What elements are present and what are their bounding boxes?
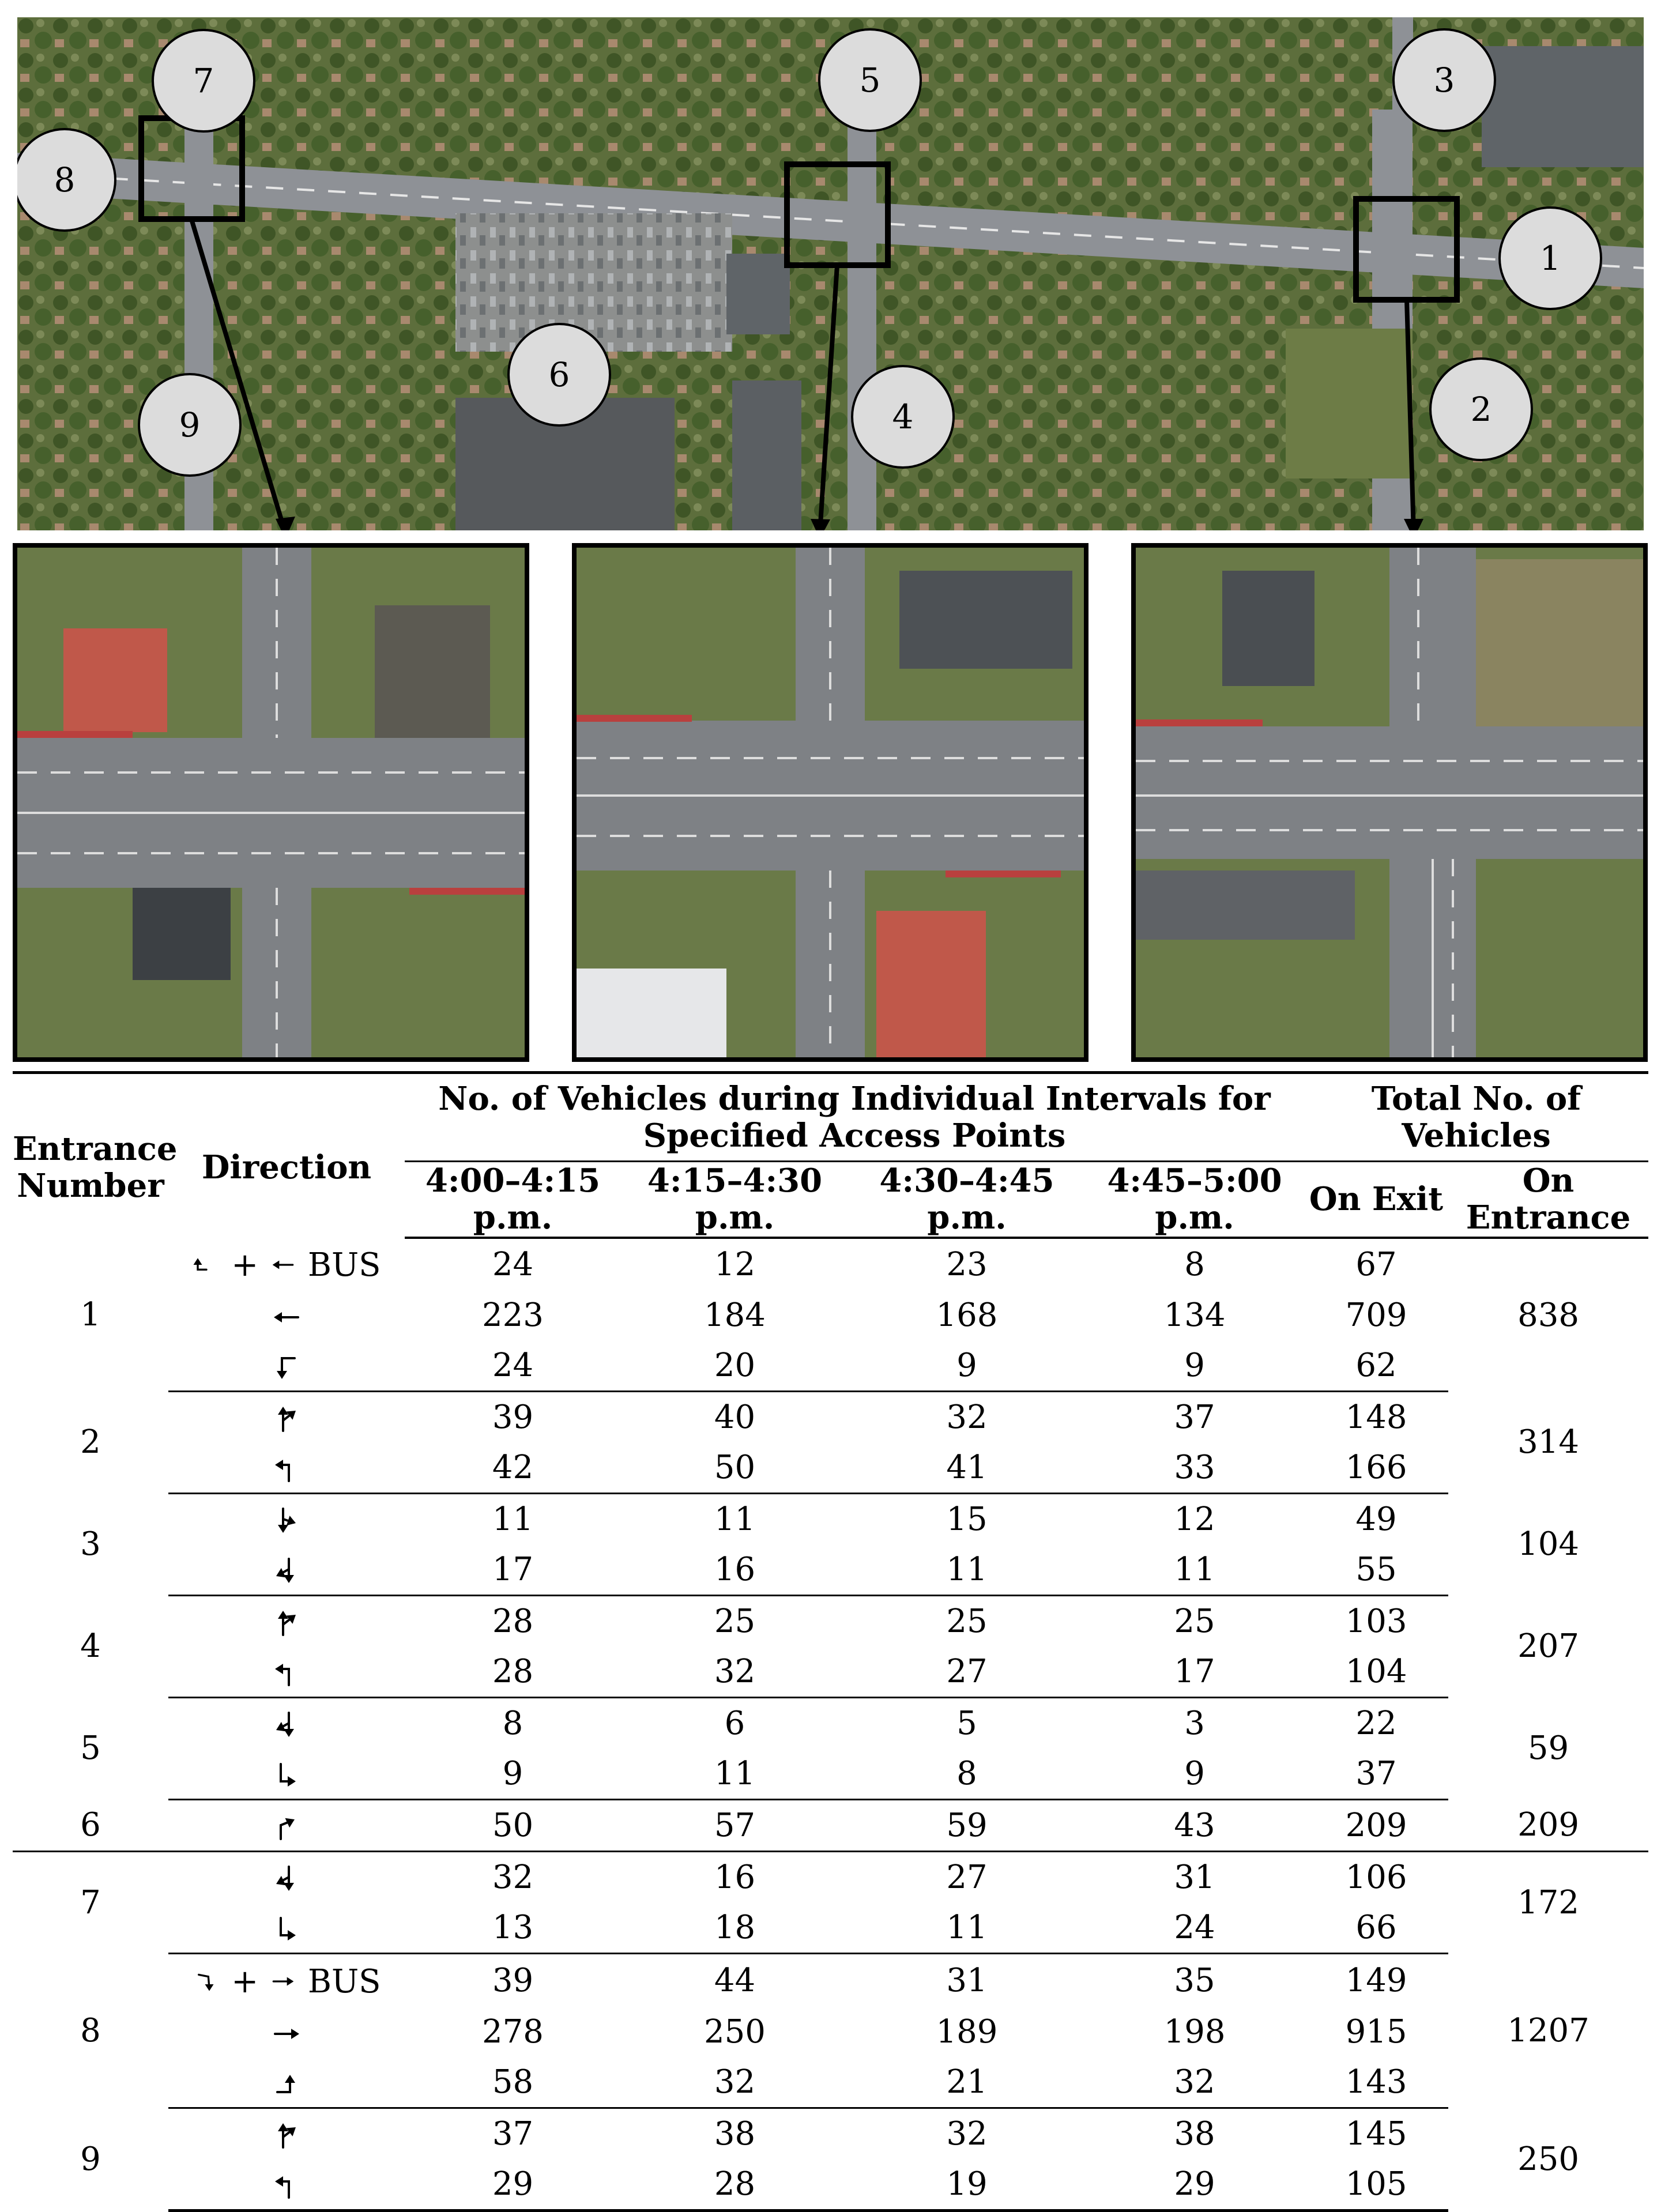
interval-4-count: 17 xyxy=(1085,1646,1304,1698)
on-exit-total: 66 xyxy=(1304,1902,1448,1954)
interval-2-count: 12 xyxy=(714,1245,756,1283)
on-exit-total: 55 xyxy=(1304,1544,1448,1596)
header-intervals-group: No. of Vehicles during Individual Intervals for Specified Access Points xyxy=(405,1073,1304,1162)
direction xyxy=(168,1851,405,1902)
direction xyxy=(168,1595,405,1646)
interval-3-count: 25 xyxy=(946,1602,988,1640)
table-row xyxy=(13,1851,1648,1902)
direction xyxy=(168,2159,405,2211)
direction xyxy=(168,1493,405,1544)
svg-text:8: 8 xyxy=(54,160,76,199)
header-interval-1: 4:00–4:15 p.m. xyxy=(405,1162,621,1238)
on-entrance-total: 314 xyxy=(1517,1423,1579,1461)
interval-1-count: 223 xyxy=(482,1296,544,1334)
table-row xyxy=(13,1544,1648,1596)
direction xyxy=(168,1544,405,1596)
up-right-arrow-icon xyxy=(269,1402,304,1437)
interval-3-count: 23 xyxy=(946,1245,988,1283)
interval-1-count: 13 xyxy=(405,1902,621,1954)
interval-4-count: 8 xyxy=(1184,1245,1205,1283)
interval-2-count: 184 xyxy=(704,1296,766,1334)
svg-text:6: 6 xyxy=(548,355,570,394)
interval-3-count: 8 xyxy=(849,1749,1085,1800)
traffic-volume-table xyxy=(13,1071,1648,2212)
direction: + BUS xyxy=(168,1238,405,1290)
interval-3-count: 27 xyxy=(946,1858,988,1896)
interval-4-count: 9 xyxy=(1085,1749,1304,1800)
interval-4-count: 11 xyxy=(1085,1544,1304,1596)
svg-text:5: 5 xyxy=(859,61,881,100)
interval-1-count: 28 xyxy=(492,1602,534,1640)
inset-intersection-east xyxy=(1131,543,1648,1062)
on-entrance-total: 209 xyxy=(1448,1799,1648,1851)
interval-4-count: 43 xyxy=(1085,1799,1304,1851)
svg-text:4: 4 xyxy=(892,397,914,436)
interval-4-count: 37 xyxy=(1174,1398,1215,1436)
direction xyxy=(168,1646,405,1698)
interval-1-count: 9 xyxy=(405,1749,621,1800)
on-entrance-total: 104 xyxy=(1517,1525,1579,1563)
interval-4-count: 33 xyxy=(1085,1442,1304,1494)
on-entrance-total: 207 xyxy=(1517,1627,1579,1665)
direction xyxy=(168,1442,405,1494)
direction xyxy=(168,1290,405,1340)
interval-2-count: 16 xyxy=(714,1858,756,1896)
on-exit-total: 103 xyxy=(1345,1602,1407,1640)
up-right-arrow-icon xyxy=(269,2119,304,2153)
on-exit-total: 148 xyxy=(1345,1398,1407,1436)
down-left-arrow-icon xyxy=(269,1862,304,1897)
left-west-arrow-icon xyxy=(192,1248,221,1282)
interval-4-count: 25 xyxy=(1174,1602,1215,1640)
interval-4-count: 24 xyxy=(1085,1902,1304,1954)
header-interval-3: 4:30–4:45 p.m. xyxy=(849,1162,1085,1238)
header-totals-group: Total No. of Vehicles xyxy=(1304,1073,1648,1162)
header-on-exit: On Exit xyxy=(1304,1162,1448,1238)
interval-1-count: 37 xyxy=(492,2115,534,2153)
entrance-number: 9 xyxy=(80,2140,101,2178)
interval-1-count: 8 xyxy=(502,1704,523,1742)
west-arrow-icon xyxy=(269,1248,297,1282)
entrance-number: 3 xyxy=(80,1525,101,1563)
aerial-map xyxy=(17,17,1644,530)
bus-label: BUS xyxy=(307,1962,381,2000)
interval-2-count: 250 xyxy=(704,2013,766,2051)
on-exit-total: 149 xyxy=(1345,1961,1407,1999)
on-exit-total: 49 xyxy=(1355,1500,1397,1538)
interval-2-count: 40 xyxy=(714,1398,756,1436)
table-row xyxy=(13,1697,1648,1749)
marker-9 xyxy=(139,374,240,476)
interval-1-count: 58 xyxy=(405,2057,621,2108)
up-left-arrow-icon xyxy=(269,1656,304,1691)
entrance-number: 1 xyxy=(80,1295,101,1333)
interval-1-count: 24 xyxy=(492,1245,534,1283)
interval-3-count: 32 xyxy=(946,2115,988,2153)
svg-text:2: 2 xyxy=(1470,390,1492,429)
entrance-number: 8 xyxy=(80,2011,101,2049)
interval-1-count: 24 xyxy=(405,1340,621,1392)
left-south-arrow-icon xyxy=(269,1350,304,1385)
entrance-number: 2 xyxy=(80,1423,101,1461)
interval-1-count: 39 xyxy=(492,1961,534,1999)
interval-1-count: 50 xyxy=(405,1799,621,1851)
on-exit-total: 915 xyxy=(1345,2013,1407,2051)
interval-4-count: 38 xyxy=(1174,2115,1215,2153)
interval-2-count: 50 xyxy=(621,1442,849,1494)
interval-1-count: 42 xyxy=(405,1442,621,1494)
entrance-number: 6 xyxy=(13,1799,168,1851)
table-row xyxy=(13,1340,1648,1392)
on-entrance-total: 250 xyxy=(1517,2140,1579,2178)
marker-1 xyxy=(1500,208,1601,309)
up-left-arrow-icon xyxy=(269,1452,304,1487)
interval-4-count: 12 xyxy=(1174,1500,1215,1538)
interval-1-count: 29 xyxy=(405,2159,621,2211)
direction xyxy=(168,1902,405,1954)
interval-2-count: 57 xyxy=(621,1799,849,1851)
on-exit-total: 104 xyxy=(1304,1646,1448,1698)
interval-3-count: 9 xyxy=(849,1340,1085,1392)
header-interval-4: 4:45–5:00 p.m. xyxy=(1085,1162,1304,1238)
direction xyxy=(168,1697,405,1749)
table-row xyxy=(13,1953,1648,2007)
table-row xyxy=(13,1290,1648,1340)
interval-3-count: 32 xyxy=(946,1398,988,1436)
on-exit-total: 209 xyxy=(1304,1799,1448,1851)
on-exit-total: 106 xyxy=(1345,1858,1407,1896)
direction xyxy=(168,1749,405,1800)
direction: + BUS xyxy=(168,1953,405,2007)
interval-2-count: 28 xyxy=(621,2159,849,2211)
interval-3-count: 11 xyxy=(849,1902,1085,1954)
interval-2-count: 32 xyxy=(621,1646,849,1698)
bus-label: BUS xyxy=(307,1246,381,1284)
table-row xyxy=(13,1493,1648,1544)
table-row xyxy=(13,1799,1648,1851)
entrance-number: 5 xyxy=(80,1729,101,1768)
svg-text:1: 1 xyxy=(1539,239,1561,278)
on-exit-total: 22 xyxy=(1355,1704,1397,1742)
marker-4 xyxy=(852,366,954,468)
down-right-turn-arrow-icon xyxy=(192,1964,221,1999)
interval-2-count: 25 xyxy=(714,1602,756,1640)
table-row xyxy=(13,1902,1648,1954)
interval-3-count: 41 xyxy=(849,1442,1085,1494)
interval-4-count: 32 xyxy=(1085,2057,1304,2108)
interval-1-count: 11 xyxy=(492,1500,534,1538)
table-row xyxy=(13,1238,1648,1290)
table-row xyxy=(13,2159,1648,2211)
table-row xyxy=(13,1749,1648,1800)
on-entrance-total: 172 xyxy=(1517,1884,1579,1922)
west-arrow-icon xyxy=(269,1300,304,1335)
interval-3-count: 27 xyxy=(849,1646,1085,1698)
interval-2-count: 44 xyxy=(714,1961,756,1999)
svg-text:9: 9 xyxy=(179,405,201,444)
interval-2-count: 11 xyxy=(714,1500,756,1538)
down-right-arrow-icon xyxy=(269,1504,304,1539)
header-on-entrance: On Entrance xyxy=(1448,1162,1648,1238)
interval-3-count: 59 xyxy=(849,1799,1085,1851)
marker-5 xyxy=(819,29,921,131)
on-entrance-total: 59 xyxy=(1527,1729,1569,1768)
interval-3-count: 168 xyxy=(936,1296,998,1334)
direction xyxy=(168,2007,405,2057)
interval-3-count: 5 xyxy=(956,1704,977,1742)
interval-3-count: 21 xyxy=(849,2057,1085,2108)
down-east-arrow-icon xyxy=(269,1912,304,1947)
entrance-number: 7 xyxy=(80,1884,101,1922)
interval-2-count: 38 xyxy=(714,2115,756,2153)
interval-2-count: 20 xyxy=(621,1340,849,1392)
on-exit-total: 709 xyxy=(1345,1296,1407,1334)
interval-2-count: 16 xyxy=(621,1544,849,1596)
marker-8 xyxy=(17,129,115,231)
direction xyxy=(168,1391,405,1442)
interval-3-count: 19 xyxy=(849,2159,1085,2211)
on-exit-total: 145 xyxy=(1345,2115,1407,2153)
interval-4-count: 29 xyxy=(1085,2159,1304,2211)
header-entrance-number: Entrance Number xyxy=(13,1073,168,1238)
interval-4-count: 198 xyxy=(1163,2013,1226,2051)
interval-1-count: 39 xyxy=(492,1398,534,1436)
up-right-arrow-icon xyxy=(269,1606,304,1641)
on-exit-total: 143 xyxy=(1304,2057,1448,2108)
direction xyxy=(168,2057,405,2108)
svg-text:3: 3 xyxy=(1433,61,1455,100)
table-row xyxy=(13,1646,1648,1698)
interval-3-count: 15 xyxy=(946,1500,988,1538)
interval-2-count: 32 xyxy=(621,2057,849,2108)
down-left-arrow-icon xyxy=(269,1554,304,1589)
inset-intersection-west xyxy=(13,543,529,1062)
on-entrance-total: 1207 xyxy=(1507,2011,1590,2049)
interval-1-count: 32 xyxy=(492,1858,534,1896)
header-interval-2: 4:15–4:30 p.m. xyxy=(621,1162,849,1238)
interval-3-count: 11 xyxy=(849,1544,1085,1596)
up-left-arrow-icon xyxy=(269,2169,304,2203)
table-row xyxy=(13,1442,1648,1494)
on-exit-total: 166 xyxy=(1304,1442,1448,1494)
direction xyxy=(168,2108,405,2159)
marker-7 xyxy=(153,30,254,131)
marker-2 xyxy=(1430,359,1532,460)
east-arrow-icon xyxy=(269,2017,304,2051)
interval-4-count: 3 xyxy=(1184,1704,1205,1742)
on-exit-total: 62 xyxy=(1304,1340,1448,1392)
down-east-arrow-icon xyxy=(269,1758,304,1793)
table-row xyxy=(13,1595,1648,1646)
on-exit-total: 37 xyxy=(1304,1749,1448,1800)
interval-2-count: 11 xyxy=(621,1749,849,1800)
interval-2-count: 6 xyxy=(724,1704,745,1742)
interval-1-count: 17 xyxy=(405,1544,621,1596)
header-direction: Direction xyxy=(168,1073,405,1238)
on-exit-total: 105 xyxy=(1304,2159,1448,2211)
interval-3-count: 189 xyxy=(936,2013,998,2051)
interval-1-count: 278 xyxy=(482,2013,544,2051)
entrance-number: 4 xyxy=(80,1627,101,1665)
table-row xyxy=(13,1391,1648,1442)
svg-text:7: 7 xyxy=(193,61,214,100)
interval-1-count: 28 xyxy=(405,1646,621,1698)
interval-4-count: 134 xyxy=(1163,1296,1226,1334)
down-left-arrow-icon xyxy=(269,1708,304,1743)
east-up-arrow-icon xyxy=(269,2067,304,2101)
interval-4-count: 35 xyxy=(1174,1961,1215,1999)
table-row xyxy=(13,2007,1648,2057)
direction xyxy=(168,1340,405,1392)
marker-6 xyxy=(509,324,610,425)
interval-4-count: 31 xyxy=(1174,1858,1215,1896)
on-exit-total: 67 xyxy=(1355,1245,1397,1283)
on-entrance-total: 838 xyxy=(1517,1296,1579,1334)
turn-right-arrow-icon xyxy=(269,1810,304,1845)
table-row xyxy=(13,2108,1648,2159)
interval-2-count: 18 xyxy=(621,1902,849,1954)
inset-intersection-center xyxy=(572,543,1088,1062)
marker-3 xyxy=(1393,29,1495,131)
direction xyxy=(168,1799,405,1851)
table-row xyxy=(13,2057,1648,2108)
interval-4-count: 9 xyxy=(1085,1340,1304,1392)
interval-3-count: 31 xyxy=(946,1961,988,1999)
east-arrow-icon xyxy=(269,1964,297,1999)
